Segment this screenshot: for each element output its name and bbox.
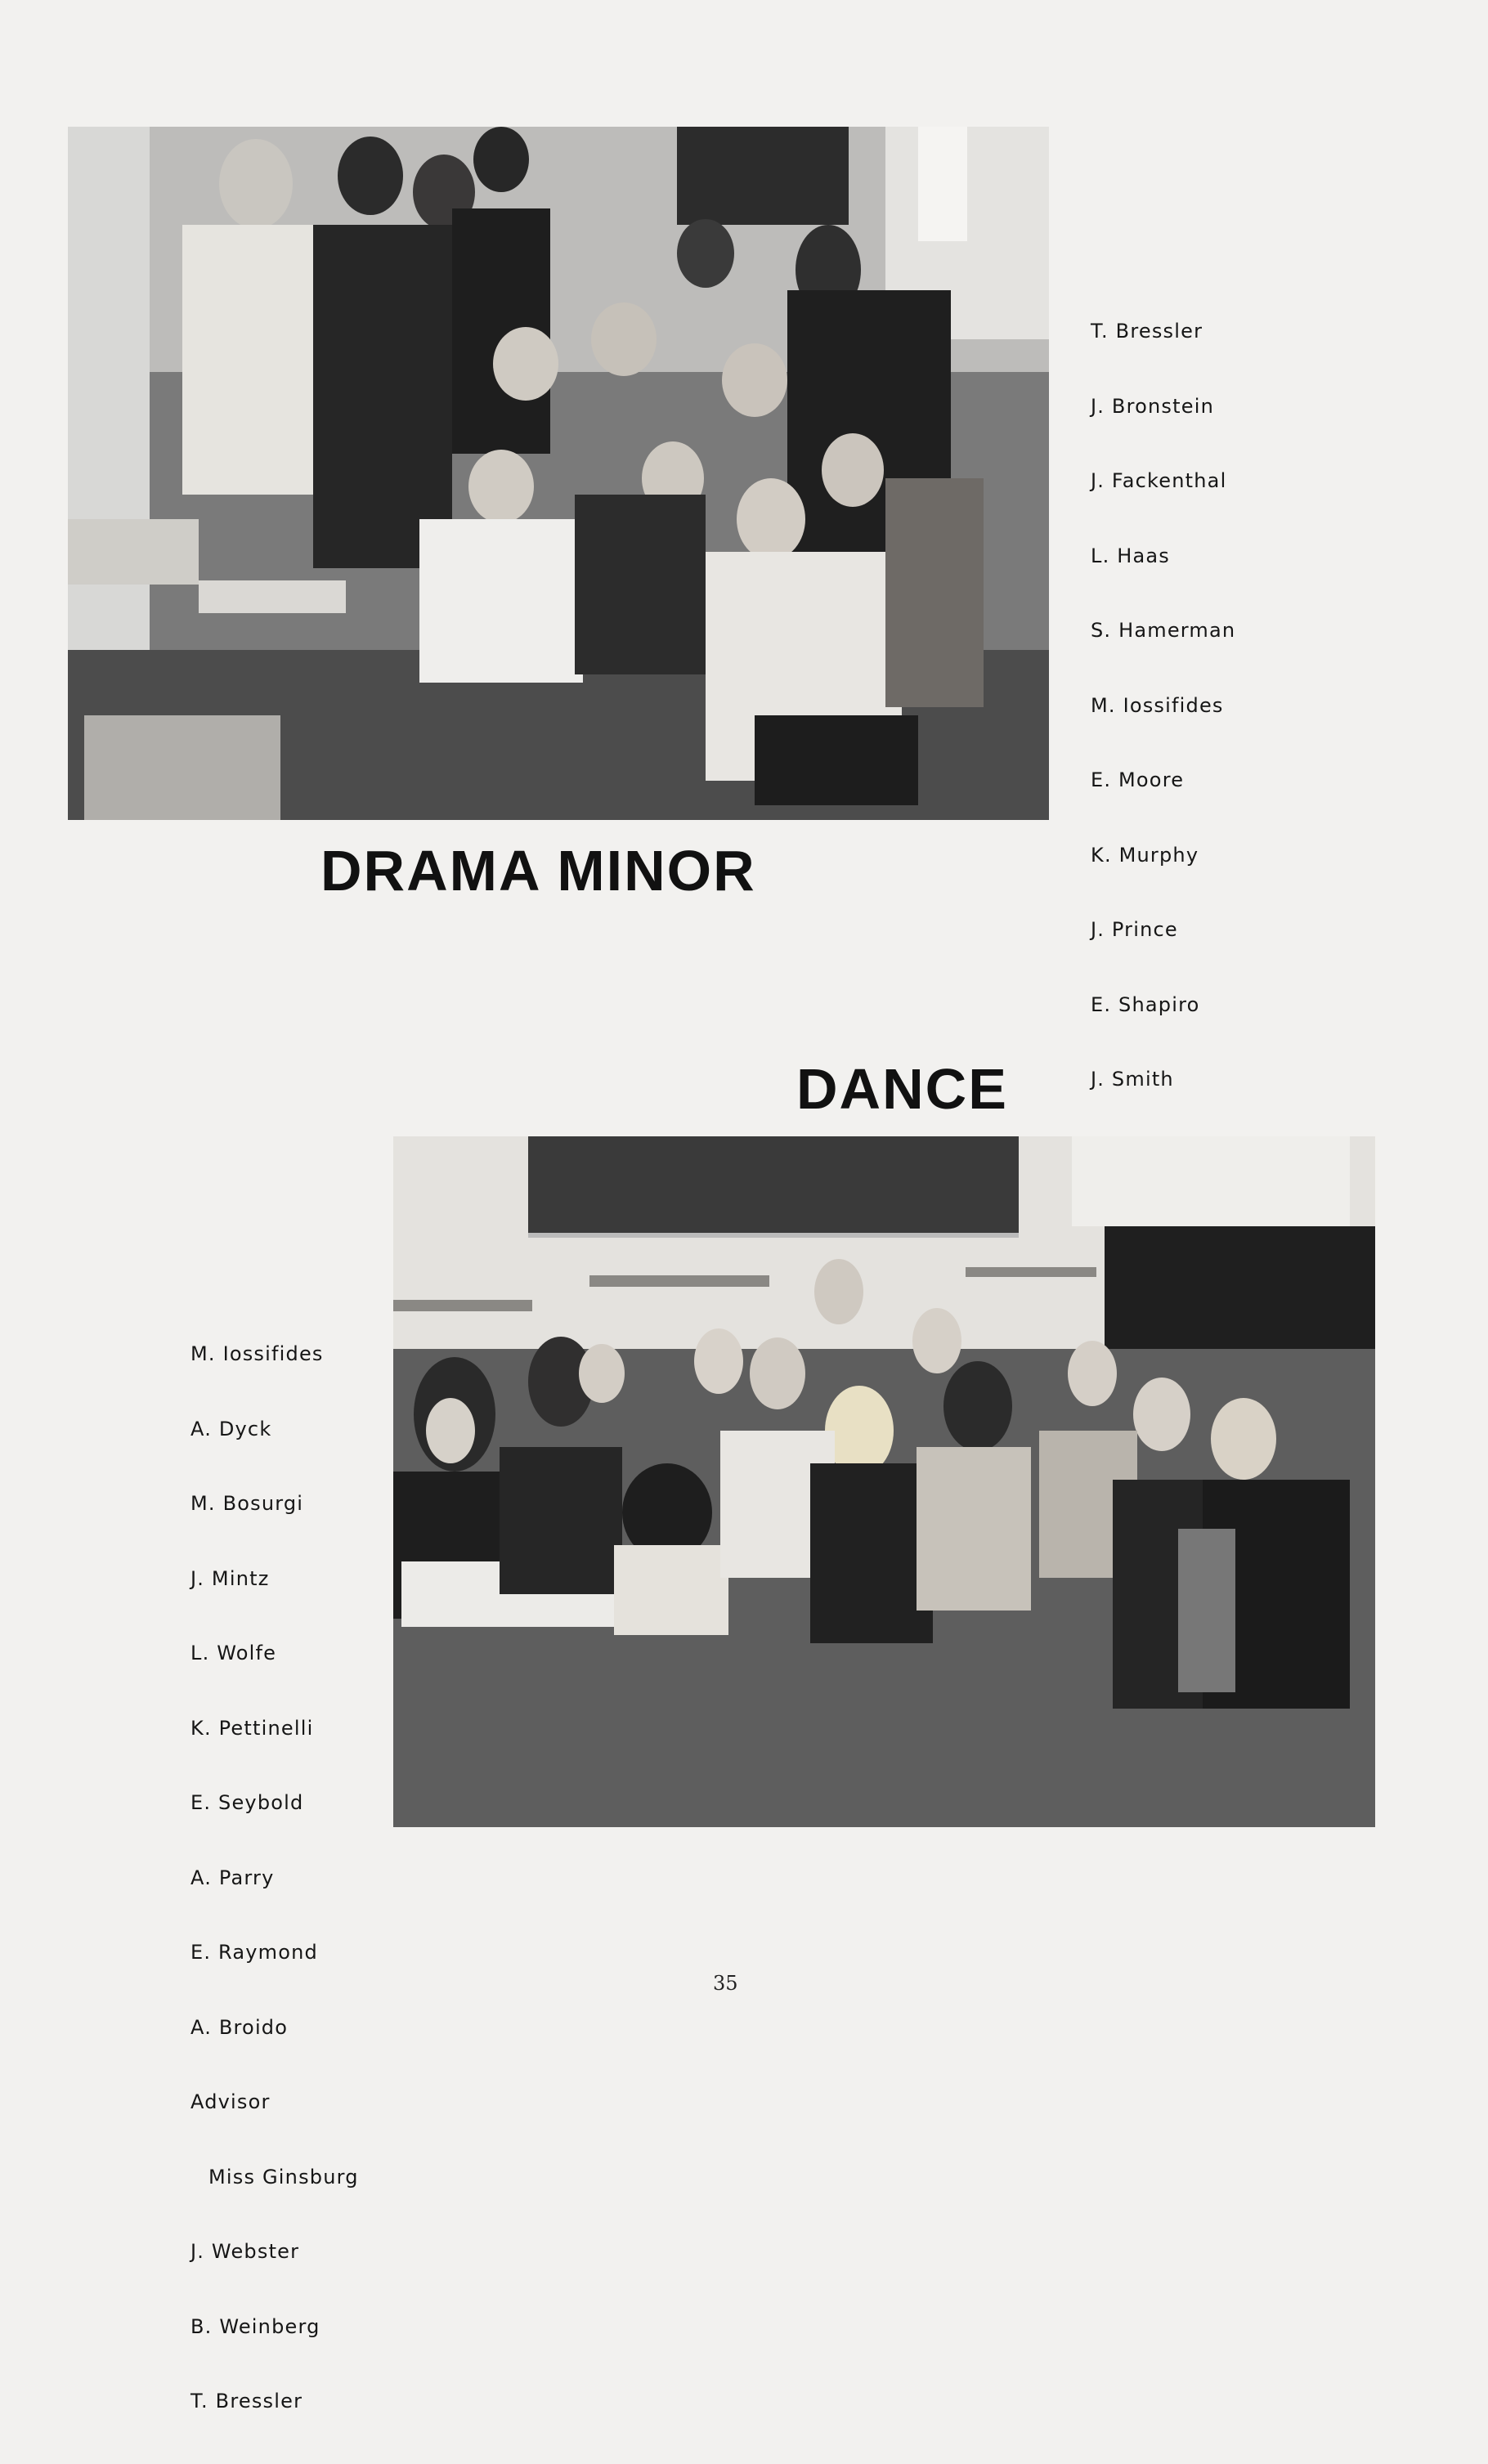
dance-member: L. Wolfe [190, 1642, 277, 1664]
drama-member: J. Smith [1091, 1068, 1174, 1091]
drama-member: L. Haas [1091, 544, 1170, 567]
drama-member: J. Fackenthal [1091, 469, 1227, 492]
drama-member: S. Hamerman [1091, 619, 1236, 642]
dance-member: A. Parry [190, 1866, 275, 1889]
dance-member: A. Broido [190, 2015, 289, 2039]
dance-member: M. Iossifides [190, 1342, 324, 1365]
dance-member: T. Bressler [190, 2390, 303, 2412]
dance-advisor-name: Miss Ginsburg [208, 2165, 359, 2188]
dance-member: J. Mintz [190, 1566, 270, 1590]
dance-group-photo [393, 1136, 1375, 1827]
drama-member: E. Shapiro [1091, 992, 1200, 1016]
drama-member: M. Iossifides [1091, 693, 1224, 717]
drama-member: T. Bressler [1091, 320, 1203, 343]
drama-member: J. Prince [1091, 918, 1178, 941]
drama-minor-heading: DRAMA MINOR [320, 839, 756, 903]
dance-member-list [190, 1292, 359, 2464]
dance-member: B. Weinberg [190, 2314, 320, 2338]
dance-member: M. Bosurgi [190, 1492, 304, 1515]
dance-advisor-label: Advisor [190, 2090, 271, 2113]
dance-heading: DANCE [796, 1057, 1008, 1121]
drama-member: J. Bronstein [1091, 394, 1214, 418]
drama-member: K. Murphy [1091, 843, 1199, 867]
drama-group-photo [68, 127, 1049, 820]
dance-member: A. Dyck [190, 1417, 272, 1440]
dance-member: K. Pettinelli [190, 1716, 314, 1740]
drama-member: E. Moore [1091, 768, 1185, 791]
dance-member: J. Webster [190, 2240, 300, 2263]
page-number: 35 [713, 1972, 738, 1995]
dance-member: E. Raymond [190, 1941, 318, 1964]
dance-member: E. Seybold [190, 1791, 304, 1814]
